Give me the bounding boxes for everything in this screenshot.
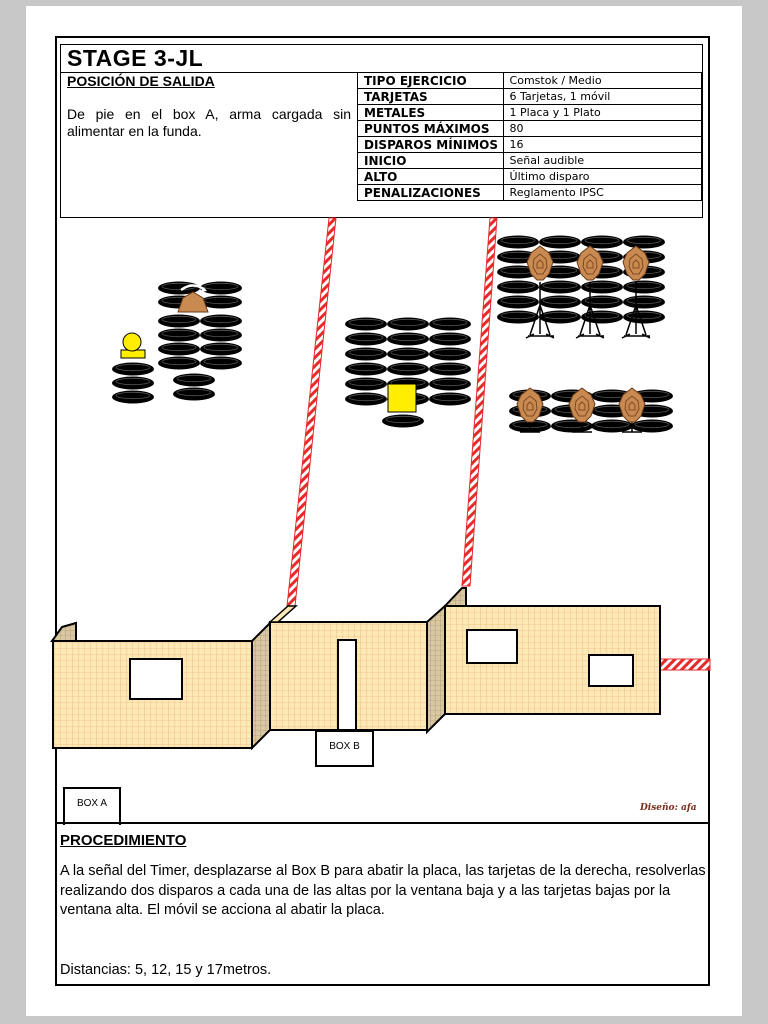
- info-key: PUNTOS MÁXIMOS: [358, 121, 504, 137]
- procedure-section: [57, 822, 708, 984]
- plate-metal: [388, 384, 416, 412]
- info-value: Comstok / Medio: [503, 73, 701, 89]
- stage-title: STAGE 3-JL: [67, 45, 204, 71]
- info-value: 6 Tarjetas, 1 móvil: [503, 89, 701, 105]
- info-value: Reglamento IPSC: [503, 185, 701, 201]
- procedure-heading: PROCEDIMIENTO: [60, 832, 187, 849]
- fault-line-left: [287, 218, 336, 606]
- info-key: DISPAROS MÍNIMOS: [358, 137, 504, 153]
- info-key: INICIO: [358, 153, 504, 169]
- box-b: [315, 730, 374, 767]
- info-key: TARJETAS: [358, 89, 504, 105]
- start-position-text: De pie en el box A, arma cargada sin alimentar en la funda.: [67, 106, 351, 139]
- start-position-heading: POSICIÓN DE SALIDA: [67, 73, 215, 89]
- designer-credit: Diseño: afa: [640, 803, 697, 813]
- box-b-label: BOX B: [329, 741, 360, 752]
- wall-right: [445, 588, 660, 714]
- info-value: 1 Placa y 1 Plato: [503, 105, 701, 121]
- popper-metal: [121, 333, 145, 358]
- info-value: Último disparo: [503, 169, 701, 185]
- wall-center: [270, 606, 445, 732]
- procedure-text: A la señal del Timer, desplazarse al Box B para abatir la placa, las tarjetas de la derecha, resolverlas realizando dos disparos a cada una de las altas por la ventana baja y a las tarjetas bajas por la ventana alta. El móvil se acciona al abatir la placa.: [60, 863, 706, 918]
- fault-line-right-edge: [660, 659, 710, 670]
- box-a-label: BOX A: [76, 798, 107, 809]
- info-key: PENALIZACIONES: [358, 185, 504, 201]
- box-a: [63, 787, 121, 825]
- info-value: Señal audible: [503, 153, 701, 169]
- info-value: 80: [503, 121, 701, 137]
- info-key: METALES: [358, 105, 504, 121]
- info-value: 16: [503, 137, 701, 153]
- tire-stack-left: [112, 363, 154, 404]
- wall-left: [52, 623, 270, 748]
- info-key: ALTO: [358, 169, 504, 185]
- procedure-distances: Distancias: 5, 12, 15 y 17metros.: [60, 962, 272, 978]
- info-key: TIPO EJERCICIO: [358, 73, 504, 89]
